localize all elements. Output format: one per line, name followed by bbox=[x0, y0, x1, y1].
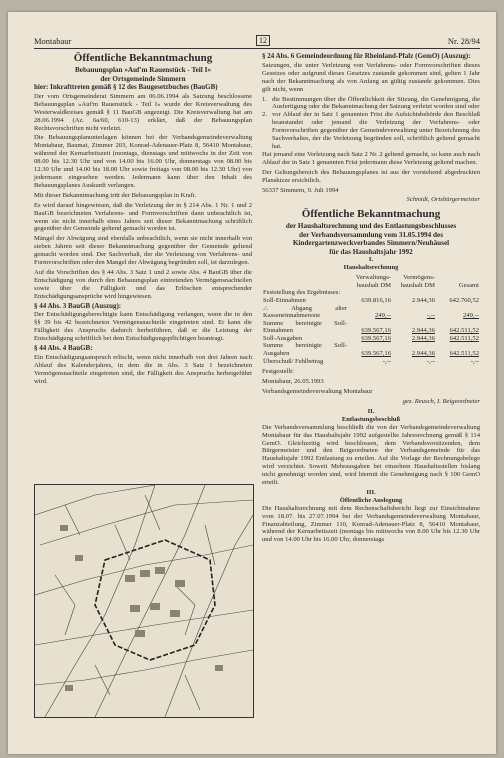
notice-subtitle: der Haushaltsrechnung und des Entlastungsbeschlusses bbox=[285, 222, 457, 231]
cell: -,-- bbox=[382, 357, 391, 365]
attestation-date: Montabaur, 26.05.1993 bbox=[262, 378, 324, 386]
cell: 642.760,52 bbox=[449, 296, 479, 304]
list-item-text: vor Ablauf der in Satz 1 genannten Frist die Aufsichtsbehörde den Beschluß beanstandet oder jemand die Verletzung der Verfahrens- oder Formvorschriften gegenüber der Gemeindeverwaltung unter Bezeichnung des Sachverhaltes, der die Verletzung begründen soll, schriftlich geltend gemacht hat. bbox=[272, 111, 480, 150]
table-row bbox=[262, 305, 480, 320]
table-row bbox=[262, 320, 480, 335]
budget-table bbox=[262, 274, 480, 365]
paragraph: Der vom Ortsgemeinderat Simmern am 06.06.1994 als Satzung beschlossene Bebauungsplan »Auf'm Rauenstück - Teil I« wurde der Kreisverwaltung des Westerwaldkreises gemäß § 11 BauGB angezeigt. Die Kreisverwaltung hat am 28.06.1994 (Az. 6a/60, 610-13) erklärt, daß der Bebauungsplan Rechtsvorschriften nicht verletzt. bbox=[34, 92, 252, 132]
section-number: III. bbox=[366, 488, 376, 496]
left-column bbox=[34, 52, 252, 388]
cell: 2.944,36 bbox=[411, 296, 435, 304]
paragraph: Es wird darauf hingewiesen, daß die Verletzung der in § 214 Abs. 1 Nr. 1 und 2 BauGB bezeichneten Verfahrens- und Formvorschriften dann unbeachtlich ist, wenn sie nicht innerhalb eines Jahres seit dieser Bekanntmachung schriftlich gegenüber der Gemeinde geltend gemacht worden ist. bbox=[34, 201, 252, 233]
cell: 639.567,16 bbox=[361, 334, 391, 342]
col-header: Vermögens-haushalt DM bbox=[400, 274, 435, 289]
cell: -,-- bbox=[426, 357, 435, 365]
row-label: Summe bereinigte Soll-Ausgaben bbox=[263, 342, 347, 358]
notice-subtitle: Bebauungsplan »Auf'm Rauenstück - Teil I« bbox=[74, 66, 211, 74]
site-plan-drawing bbox=[35, 485, 253, 717]
section-title: Haushaltsrechnung bbox=[343, 264, 399, 272]
section-title: Entlastungsbeschluß bbox=[341, 415, 401, 423]
attestation: Festgestellt: bbox=[262, 368, 294, 376]
cell: 2.944,36 bbox=[411, 350, 435, 358]
cell: 249,-- bbox=[463, 312, 479, 320]
notice-subtitle: der Verbandsversammlung vom 31.05.1994 des Kindergartenzweckverbandes Simmern/Neuhäusel bbox=[292, 230, 450, 248]
paragraph: Die Verbandsversammlung beschließt die von der Verbandsgemeindeverwaltung Montabaur für das Haushaltsjahr 1992 aufgestellte Jahresrechnung gemäß § 114 GemO. Gleichzeitig wird beschlossen, dem Verbandsvorsitzenden, dem Bürgermeister und den Beigeordneten der Verbandsgemeinde für das Haushaltsjahr 1992 Entlastung zu erteilen. Auf die Vorlage der Rechnungsbelege wird verzichtet. Soweit Mehrausgaben bei einzelnen Haushaltsstellen bislang nicht genehmigt worden sind, wird hiermit die Genehmigung nach § 100 GemO erteilt. bbox=[262, 423, 480, 487]
row-label: Summe bereinigte Soll-Einnahmen bbox=[263, 319, 347, 335]
cell: 642.511,52 bbox=[449, 350, 479, 358]
list-item: 2. vor Ablauf der in Satz 1 genannten Frist die Aufsichtsbehörde den Beschluß beanstandet oder jemand die Verletzung der Verfahrens- oder Formvorschriften gegenüber der Gemeindeverwaltung unter Bezeichnung des Sachverhaltes, der die Verletzung begründen soll, schriftlich geltend gemacht hat. bbox=[262, 111, 480, 150]
paragraph: Mängel der Abwägung sind ebenfalls unbeachtlich, wenn sie nicht innerhalb von sieben Jahren seit dieser Bekanntmachung gegenüber der Gemeinde geltend gemacht worden sind. Der Sachverhalt, der die Verletzung von Verfahrens- und Formvorschriften oder den Mangel der Abwägung begründen soll, ist darzulegen. bbox=[34, 235, 252, 267]
paragraph: Der Entschädigungsberechtigte kann Entschädigung verlangen, wenn die in den §§ 39 bis 42 bezeichneten Vermögensnachteile eingetreten sind. Er kann die Fälligkeit des Anspruchs dadurch herbeiführen, daß er die Leistung der Entschädigung schriftlich bei dem Entschädigungspflichtigen beantragt. bbox=[34, 311, 252, 343]
row-label: Soll-Einnahmen bbox=[263, 296, 306, 304]
cell: 2.944,36 bbox=[411, 327, 435, 335]
section-heading: § 24 Abs. 6 Gemeindeordnung für Rheinland-Pfalz (GemO) (Auszug): bbox=[262, 52, 471, 60]
cell: 2.944,36 bbox=[411, 334, 435, 342]
list-item: 1. die Bestimmungen über die Öffentlichkeit der Sitzung, die Genehmigung, die Ausfertigung oder die Bekanntmachung der Satzung verletzt worden sind oder bbox=[262, 95, 480, 111]
cell: 642.511,52 bbox=[449, 334, 479, 342]
page-header bbox=[34, 36, 480, 49]
paragraph: Die Haushaltsrechnung mit dem Rechenschaftsbericht liegt zur Einsichtnahme vom 18.07. bis 27.07.1994 bei der Verbandsgemeindeverwaltung Montabaur, Finanzabteilung, Zimmer 110, Konrad-Adenauer-Platz 8, 56410 Montabaur, während der Kernarbeitszeit (montags bis mittwochs von 8.00 Uhr bis 12.30 Uhr und von 14.00 Uhr bis 16.00 Uhr, donnerstags bbox=[262, 504, 480, 544]
cell: 639.567,16 bbox=[361, 350, 391, 358]
row-label: Überschuß/ Fehlbetrag bbox=[263, 357, 324, 365]
paragraph: Der Geltungsbereich des Bebauungsplanes ist aus der vorstehend abgedruckten Planskizze ersichtlich. bbox=[262, 168, 480, 184]
paragraph: Ein Entschädigungsanspruch erlischt, wenn nicht innerhalb von drei Jahren nach Ablauf des Kalenderjahres, in dem die in Abs. 3 Satz 1 bezeichneten Vermögensnachteile eingetreten sind, die Fälligkeit des Anspruchs herbeigeführt wird. bbox=[34, 354, 252, 385]
section-number: II. bbox=[367, 407, 375, 415]
cell: -,-- bbox=[470, 357, 479, 365]
issue-number: Nr. 28/94 bbox=[447, 36, 480, 46]
col-header: Verwaltungs-haushalt DM bbox=[355, 274, 391, 289]
table-row bbox=[262, 289, 480, 297]
list-item-text: die Bestimmungen über die Öffentlichkeit der Sitzung, die Genehmigung, die Ausfertigung oder die Bekanntmachung der Satzung verletzt worden sind oder bbox=[272, 95, 480, 111]
paragraph: Die Bebauungsplanunterlagen können bei der Verbandsgemeindeverwaltung Montabaur, Baumat, Zimmer 203, Konrad-Adenauer-Platz 8, 56410 Montabaur, während der Kernarbeitszeit (montags, dienstags und mittwochs in der Zeit von 08.00 bis 12.30 Uhr und von 14.00 bis 16.00 Uhr, donnerstags von 08.00 bis 12.30 Uhr und 14.00 bis 18.00 Uhr sowie freitags von 08.00 bis 12.30 Uhr) von jedermann eingesehen werden. Jedermann kann über den Inhalt des Bebauungsplanes Auskunft verlangen. bbox=[34, 134, 252, 189]
notice-topic: hier: Inkrafttreten gemäß § 12 des Baugesetzbuches (BauGB) bbox=[34, 83, 218, 91]
section-title: Öffentliche Auslegung bbox=[339, 496, 403, 504]
table-row bbox=[262, 335, 480, 343]
section-heading: § 44 Abs. 3 BauGB (Auszug): bbox=[34, 301, 122, 310]
paragraph: Mit dieser Bekanntmachung tritt der Bebauungsplan in Kraft. bbox=[34, 191, 197, 199]
section-number: I. bbox=[368, 256, 374, 264]
page-number: 12 bbox=[256, 35, 270, 46]
section-heading: § 44 Abs. 4 BauGB: bbox=[34, 344, 93, 353]
col-header: Gesamt bbox=[458, 281, 479, 289]
right-column bbox=[262, 52, 480, 546]
cell: 249,-- bbox=[375, 312, 391, 320]
table-row bbox=[262, 358, 480, 366]
notice-title-2: Öffentliche Bekanntmachung bbox=[301, 208, 441, 221]
row-label: Soll-Ausgaben bbox=[263, 334, 303, 342]
paragraph: Hat jemand eine Verletzung nach Satz 2 Nr. 2 geltend gemacht, so kann auch nach Ablauf der in Satz 1 genannten Frist jedermann diese Verletzung geltend machen. bbox=[262, 150, 480, 166]
site-plan-map bbox=[34, 484, 254, 718]
place-date: 56337 Simmern, 9. Juli 1994 bbox=[262, 186, 339, 194]
notice-subtitle: für das Haushaltsjahr 1992 bbox=[329, 247, 413, 256]
cell: 639.816,16 bbox=[361, 296, 391, 304]
notice-title: Öffentliche Bekanntmachung bbox=[73, 52, 213, 64]
table-row bbox=[262, 297, 480, 305]
cell: -,-- bbox=[426, 312, 435, 320]
attestation-org: Verbandsgemeindeverwaltung Montabaur bbox=[262, 388, 373, 396]
header-town: Montabaur bbox=[34, 36, 72, 46]
cell: 642.511,52 bbox=[449, 327, 479, 335]
row-label: Feststellung des Ergebnisses: bbox=[263, 289, 341, 297]
paragraph: Auf die Vorschriften des § 44 Abs. 3 Satz 1 und 2 sowie Abs. 4 BauGB über die Entschädigung von durch den Bebauungsplan eintretenden Vermögensnachteilen sowie über die Fälligkeit und das Erlöschen entsprechender Entschädigungsansprüche wird hingewiesen. bbox=[34, 268, 252, 300]
cell: 639.567,16 bbox=[361, 327, 391, 335]
table-header-row bbox=[262, 274, 480, 289]
row-label: ./. Abgang alter Kasseneinnahmereste bbox=[263, 304, 347, 320]
signature-line: Schmidt, Ortsbürgermeister bbox=[406, 196, 480, 204]
table-row bbox=[262, 342, 480, 357]
attestation-signature: gez. Reusch, I. Beigeordneter bbox=[402, 397, 480, 405]
notice-subtitle-2: der Ortsgemeinde Simmern bbox=[100, 74, 186, 83]
paragraph: Satzungen, die unter Verletzung von Verfahrens- oder Formvorschriften dieses Gesetzes oder aufgrund dieses Gesetzes zustande gekommen sind, gelten 1 Jahr nach der Bekanntmachung als von Anfang an gültig zustande gekommen. Dies gilt nicht, wenn bbox=[262, 61, 480, 93]
